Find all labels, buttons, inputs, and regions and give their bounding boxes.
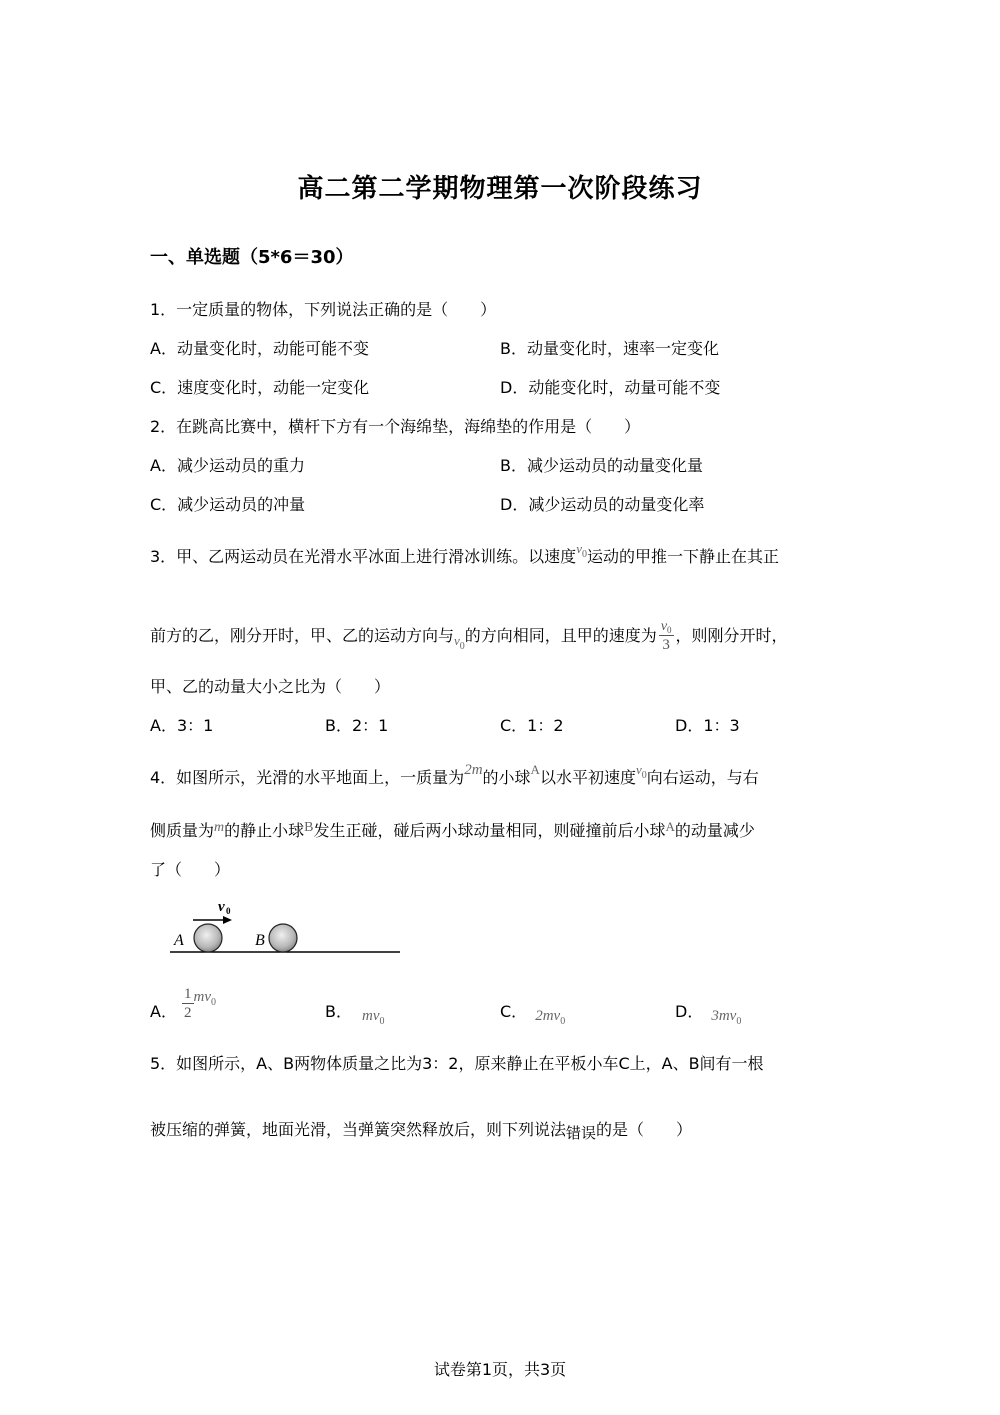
subscript-zero: 0 <box>379 1016 385 1027</box>
fraction-one-half <box>182 986 194 1022</box>
option-label: D． <box>675 1002 704 1021</box>
mv0-expression <box>193 988 217 1008</box>
subscript-zero: 0 <box>736 1016 742 1027</box>
subscript-zero: 0 <box>667 625 672 635</box>
q2-option-c: C．减少运动员的冲量 <box>150 495 306 514</box>
v-letter: v <box>635 762 642 777</box>
q4-text: 的动量减少 <box>674 821 755 840</box>
ball-b-symbol: B <box>304 820 314 835</box>
q2-option-a: A．减少运动员的重力 <box>150 456 305 475</box>
q4-text: 侧质量为 <box>150 821 215 840</box>
q4-text: 4．如图所示，光滑的水平地面上，一质量为 <box>150 768 465 787</box>
v-letter: v <box>454 633 460 648</box>
q4-line-1 <box>150 762 759 792</box>
q2-option-d: D．减少运动员的动量变化率 <box>500 495 705 514</box>
q5-text: 被压缩的弹簧，地面光滑，当弹簧突然释放后，则下列说法 <box>150 1120 567 1139</box>
q4-line-2 <box>150 820 755 844</box>
subscript-zero: 0 <box>581 549 587 560</box>
q4-option-a-expr <box>182 986 216 1022</box>
q3-text: 运动的甲推一下静止在其正 <box>586 547 779 566</box>
q4-text: 的小球 <box>482 768 531 787</box>
q1-option-b: B．动量变化时，速率一定变化 <box>500 339 719 358</box>
fraction-denominator: 2 <box>184 1005 192 1021</box>
q4-text: 以水平初速度 <box>539 768 636 787</box>
q4-option-b <box>325 1001 384 1026</box>
subscript-zero: 0 <box>459 641 465 652</box>
subscript-zero: 0 <box>641 770 647 781</box>
q4-option-c <box>500 1001 565 1026</box>
label-a: A <box>174 932 184 949</box>
v-letter: v <box>660 619 668 634</box>
section-heading-single-choice: 一、单选题（5*6＝30） <box>150 247 354 268</box>
mv-text: 2mv <box>535 1008 561 1024</box>
q4-collision-figure <box>160 893 410 958</box>
option-label: B． <box>325 1002 352 1021</box>
q5-line-1: 5．如图所示，A、B两物体质量之比为3：2，原来静止在平板小车C上，A、B间有一根 <box>150 1054 764 1073</box>
mv-text: mv <box>361 1008 380 1024</box>
option-label: C． <box>500 1002 528 1021</box>
mv-text: 3mv <box>711 1008 737 1024</box>
label-v-sub: 0 <box>226 906 231 916</box>
v0-symbol <box>576 541 587 560</box>
q4-option-d <box>675 1001 741 1026</box>
q4-text: 的静止小球 <box>224 821 305 840</box>
q3-line-3: 甲、乙的动量大小之比为（ ） <box>150 677 391 696</box>
fraction-numerator: 1 <box>184 986 192 1002</box>
emphasis-wrong: 错误 <box>566 1124 597 1142</box>
subscript-zero: 0 <box>211 996 216 1008</box>
q4-line-3: 了（ ） <box>150 860 231 879</box>
q2-stem: 2．在跳高比赛中，横杆下方有一个海绵垫，海绵垫的作用是（ ） <box>150 417 641 436</box>
q1-stem: 1．一定质量的物体，下列说法正确的是（ ） <box>150 300 497 319</box>
q3-line-1 <box>150 541 779 571</box>
mv0-expression <box>361 1008 385 1027</box>
q4-text: 发生正碰，碰后两小球动量相同，则碰撞前后小球 <box>313 821 666 840</box>
v-letter: v <box>576 541 582 556</box>
label-v: v <box>218 899 225 915</box>
q5-text: 的是（ ） <box>596 1120 693 1139</box>
v0-symbol <box>635 762 647 781</box>
ball-b <box>269 924 297 952</box>
ball-a-symbol: A <box>530 762 540 777</box>
q5-line-2 <box>150 1119 692 1141</box>
fraction-denominator: 3 <box>662 637 670 653</box>
q1-option-a: A．动量变化时，动能可能不变 <box>150 339 369 358</box>
q3-option-c: C．1：2 <box>500 716 564 735</box>
q4-text: 向右运动，与右 <box>646 768 759 787</box>
q3-text: 3．甲、乙两运动员在光滑水平冰面上进行滑冰训练。以速度 <box>150 547 577 566</box>
q3-text: ，则刚分开时， <box>675 626 788 645</box>
q2-option-b: B．减少运动员的动量变化量 <box>500 456 703 475</box>
fraction-numerator <box>659 619 674 636</box>
mv-text: mv <box>193 988 211 1005</box>
fraction-v0-over-3 <box>659 619 674 654</box>
q3-text: 前方的乙，刚分开时，甲、乙的运动方向与 <box>150 626 455 645</box>
q3-option-b: B．2：1 <box>325 716 389 735</box>
mass-m: m <box>214 820 225 835</box>
3mv0-expression <box>711 1008 742 1027</box>
q1-option-c: C．速度变化时，动能一定变化 <box>150 378 370 397</box>
q3-option-d: D．1：3 <box>675 716 740 735</box>
subscript-zero: 0 <box>560 1016 566 1027</box>
v0-symbol <box>454 633 465 652</box>
velocity-arrow-head <box>223 916 232 924</box>
q3-text: 的方向相同，且甲的速度为 <box>464 626 657 645</box>
ball-a <box>194 924 222 952</box>
q4-option-a-label: A． <box>150 1002 177 1021</box>
ball-a-symbol: A <box>665 819 675 834</box>
q3-line-2 <box>150 616 788 656</box>
mass-2m: 2m <box>464 762 483 778</box>
page-footer: 试卷第1页，共3页 <box>433 1360 567 1379</box>
q1-option-d: D．动能变化时，动量可能不变 <box>500 378 721 397</box>
2mv0-expression <box>535 1008 566 1027</box>
label-b: B <box>255 932 265 949</box>
page-title: 高二第二学期物理第一次阶段练习 <box>297 174 703 204</box>
q3-option-a: A．3：1 <box>150 716 214 735</box>
